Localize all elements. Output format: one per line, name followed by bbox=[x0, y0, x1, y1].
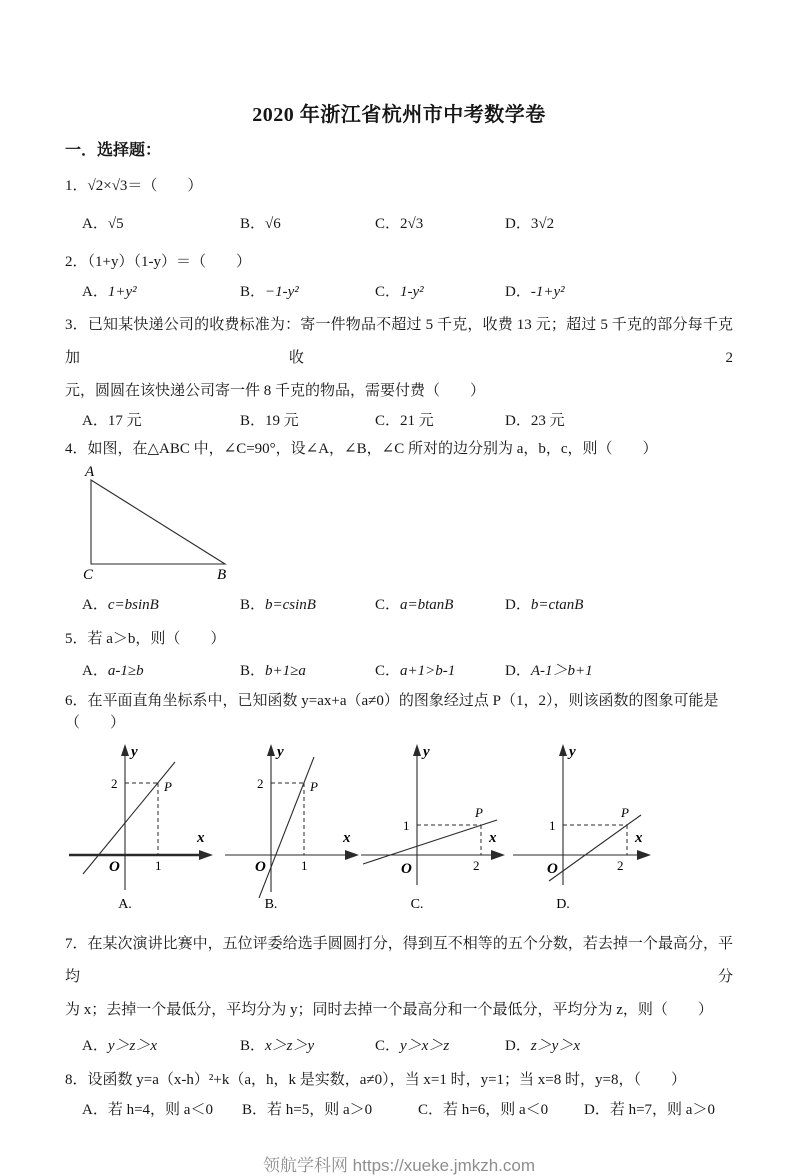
option-b bbox=[242, 1099, 418, 1121]
option-label: B． bbox=[240, 663, 266, 679]
option-text: 若 h=5，则 a＞0 bbox=[267, 1102, 373, 1118]
option-b bbox=[240, 213, 375, 235]
origin-label: O bbox=[547, 861, 558, 877]
option-text: 1+y² bbox=[107, 284, 137, 300]
option-label: A． bbox=[82, 1038, 108, 1054]
stem-line-2: 元，圆圆在该快递公司寄一件 8 千克的物品，需要付费（ ） bbox=[65, 383, 486, 399]
stem-line-1: 3．已知某快递公司的收费标准为：寄一件物品不超过 5 千克，收费 13 元；超过 5 千克的部分每千克加收 2 bbox=[65, 317, 733, 366]
option-label: A． bbox=[82, 597, 108, 613]
option-a bbox=[82, 410, 240, 432]
option-text: √5 bbox=[107, 216, 124, 232]
option-text: a+1>b-1 bbox=[400, 663, 456, 679]
x-tick-label: 1 bbox=[155, 858, 162, 873]
option-text: 若 h=4，则 a＜0 bbox=[107, 1102, 213, 1118]
option-c bbox=[375, 660, 505, 682]
function-line bbox=[259, 757, 314, 898]
option-text: -1+y² bbox=[530, 284, 565, 300]
option-d bbox=[584, 1099, 733, 1121]
option-b bbox=[240, 410, 375, 432]
question-8-options bbox=[65, 1099, 733, 1121]
option-text: 23 元 bbox=[530, 413, 565, 429]
option-c bbox=[375, 1035, 505, 1057]
option-label: C． bbox=[418, 1102, 444, 1118]
option-label: B． bbox=[240, 597, 266, 613]
option-c bbox=[375, 594, 505, 616]
option-d bbox=[505, 281, 733, 303]
option-text: 2√3 bbox=[400, 216, 424, 232]
stem-line-1: 7．在某次演讲比赛中，五位评委给选手圆圆打分，得到互不相等的五个分数，若去掉一个最高分，平均分 bbox=[65, 936, 733, 985]
y-axis-arrow-icon bbox=[121, 744, 129, 756]
y-axis-label: y bbox=[131, 744, 138, 760]
option-label: C． bbox=[375, 597, 401, 613]
graph-caption: C. bbox=[410, 897, 424, 912]
option-label: C． bbox=[375, 216, 401, 232]
option-label: A． bbox=[82, 1102, 108, 1118]
vertex-label-c: C bbox=[83, 567, 94, 583]
question-4-stem: 4．如图，在△ABC 中，∠C=90°，设∠A，∠B，∠C 所对的边分别为 a，b，c，则（ ） bbox=[65, 441, 658, 457]
graph-option-b bbox=[213, 740, 353, 912]
option-label: B． bbox=[240, 216, 266, 232]
option-label: A． bbox=[82, 413, 108, 429]
question-5-stem: 5．若 a＞b，则（ ） bbox=[65, 631, 226, 647]
option-text: 若 h=7，则 a＞0 bbox=[609, 1102, 715, 1118]
question-6-stem: 6．在平面直角坐标系中，已知函数 y=ax+a（a≠0）的图象经过点 P（1，2），则该函数的图象可能是（ ） bbox=[65, 693, 719, 731]
x-axis-label: x bbox=[489, 830, 497, 846]
x-axis-label: x bbox=[635, 830, 643, 846]
option-text: a-1≥b bbox=[107, 663, 144, 679]
option-b bbox=[240, 660, 375, 682]
x-axis-arrow-icon bbox=[637, 850, 651, 860]
option-label: C． bbox=[375, 413, 401, 429]
y-tick-label: 2 bbox=[111, 776, 118, 791]
option-a bbox=[82, 660, 240, 682]
option-a bbox=[82, 594, 240, 616]
vertex-label-b: B bbox=[217, 567, 227, 583]
option-d bbox=[505, 660, 733, 682]
question-2-options bbox=[65, 281, 733, 303]
x-tick-label: 2 bbox=[617, 858, 624, 873]
option-label: B． bbox=[240, 1038, 266, 1054]
y-axis-label: y bbox=[423, 744, 430, 760]
graph-option-d bbox=[505, 740, 645, 912]
option-label: D． bbox=[505, 284, 531, 300]
option-d bbox=[505, 1035, 733, 1057]
y-axis-label: y bbox=[277, 744, 284, 760]
option-c bbox=[375, 213, 505, 235]
option-text: 若 h=6，则 a＜0 bbox=[443, 1102, 549, 1118]
question-5-options bbox=[65, 660, 733, 682]
option-c bbox=[375, 281, 505, 303]
option-text: b=ctanB bbox=[530, 597, 584, 613]
question-6-graphs bbox=[67, 740, 733, 912]
question-1-stem: 1．√2×√3＝（ ） bbox=[65, 178, 203, 194]
option-d bbox=[505, 594, 733, 616]
x-axis-label: x bbox=[197, 830, 205, 846]
option-label: C． bbox=[375, 284, 401, 300]
point-p-label: P bbox=[621, 805, 629, 820]
x-axis-arrow-icon bbox=[199, 850, 213, 860]
point-p-label: P bbox=[164, 779, 172, 794]
option-label: B． bbox=[242, 1102, 268, 1118]
triangle-outline bbox=[91, 480, 225, 564]
question-7-stem bbox=[65, 928, 733, 1027]
question-4-options bbox=[65, 594, 733, 616]
option-label: D． bbox=[505, 1038, 531, 1054]
watermark-link[interactable]: 领航学科网 https://xueke.jmkzh.com bbox=[262, 1156, 536, 1175]
question-2-stem: 2．（1+y）（1-y）＝（ ） bbox=[65, 254, 251, 270]
option-b bbox=[240, 281, 375, 303]
x-tick-label: 1 bbox=[301, 858, 308, 873]
option-b bbox=[240, 594, 375, 616]
point-p-label: P bbox=[310, 779, 318, 794]
option-text: −1-y² bbox=[265, 284, 299, 300]
option-text: z＞y＞x bbox=[530, 1038, 580, 1054]
origin-label: O bbox=[401, 861, 412, 877]
option-label: B． bbox=[240, 284, 266, 300]
watermark-footer bbox=[65, 1151, 733, 1176]
origin-label: O bbox=[109, 859, 120, 875]
x-axis-label: x bbox=[343, 830, 351, 846]
option-text: c=bsinB bbox=[107, 597, 159, 613]
option-a bbox=[82, 1099, 242, 1121]
option-text: 21 元 bbox=[400, 413, 434, 429]
option-label: A． bbox=[82, 663, 108, 679]
question-3-options bbox=[65, 410, 733, 432]
option-b bbox=[240, 1035, 375, 1057]
option-label: D． bbox=[584, 1102, 610, 1118]
option-label: C． bbox=[375, 1038, 401, 1054]
option-a bbox=[82, 213, 240, 235]
option-d bbox=[505, 410, 733, 432]
right-triangle-figure bbox=[71, 464, 321, 582]
option-d bbox=[505, 213, 733, 235]
option-text: 19 元 bbox=[265, 413, 299, 429]
y-tick-label: 1 bbox=[549, 818, 556, 833]
graph-caption: D. bbox=[556, 897, 570, 912]
graph-option-c bbox=[359, 740, 499, 912]
option-text: y＞x＞z bbox=[400, 1038, 450, 1054]
x-tick-label: 2 bbox=[473, 858, 480, 873]
page-title: 2020 年浙江省杭州市中考数学卷 bbox=[252, 104, 546, 126]
option-text: a=btanB bbox=[400, 597, 454, 613]
option-label: A． bbox=[82, 284, 108, 300]
graph-caption: B. bbox=[264, 897, 278, 912]
question-1-options bbox=[65, 213, 733, 235]
option-text: b+1≥a bbox=[265, 663, 306, 679]
option-c bbox=[418, 1099, 584, 1121]
option-label: D． bbox=[505, 663, 531, 679]
option-a bbox=[82, 281, 240, 303]
y-axis-arrow-icon bbox=[413, 744, 421, 756]
option-c bbox=[375, 410, 505, 432]
stem-line-2: 为 x；去掉一个最低分，平均分为 y；同时去掉一个最高分和一个最低分，平均分为 z，则（ ） bbox=[65, 1002, 713, 1018]
option-text: A-1＞b+1 bbox=[530, 663, 593, 679]
option-label: D． bbox=[505, 597, 531, 613]
option-a bbox=[82, 1035, 240, 1057]
point-p-label: P bbox=[475, 805, 483, 820]
y-axis-arrow-icon bbox=[267, 744, 275, 756]
graph-option-a bbox=[67, 740, 207, 912]
y-tick-label: 2 bbox=[257, 776, 264, 791]
question-7-options bbox=[65, 1035, 733, 1057]
y-axis-label: y bbox=[569, 744, 576, 760]
question-3-stem bbox=[65, 309, 733, 408]
vertex-label-a: A bbox=[85, 464, 95, 480]
option-text: y＞z＞x bbox=[107, 1038, 157, 1054]
option-text: 3√2 bbox=[530, 216, 555, 232]
option-text: x＞z＞y bbox=[265, 1038, 315, 1054]
x-axis-arrow-icon bbox=[345, 850, 359, 860]
option-label: B． bbox=[240, 413, 266, 429]
option-text: b=csinB bbox=[265, 597, 316, 613]
option-label: A． bbox=[82, 216, 108, 232]
option-label: C． bbox=[375, 663, 401, 679]
section-heading: 一．选择题： bbox=[65, 142, 162, 159]
option-label: D． bbox=[505, 216, 531, 232]
option-text: √6 bbox=[265, 216, 281, 232]
option-label: D． bbox=[505, 413, 531, 429]
y-axis-arrow-icon bbox=[559, 744, 567, 756]
y-tick-label: 1 bbox=[403, 818, 410, 833]
option-text: 17 元 bbox=[107, 413, 142, 429]
question-8-stem: 8．设函数 y=a（x-h）²+k（a，h，k 是实数，a≠0），当 x=1 时，y=1；当 x=8 时，y=8，（ ） bbox=[65, 1072, 686, 1088]
x-axis-arrow-icon bbox=[491, 850, 505, 860]
origin-label: O bbox=[255, 859, 266, 875]
option-text: 1-y² bbox=[400, 284, 424, 300]
graph-caption: A. bbox=[118, 897, 132, 912]
